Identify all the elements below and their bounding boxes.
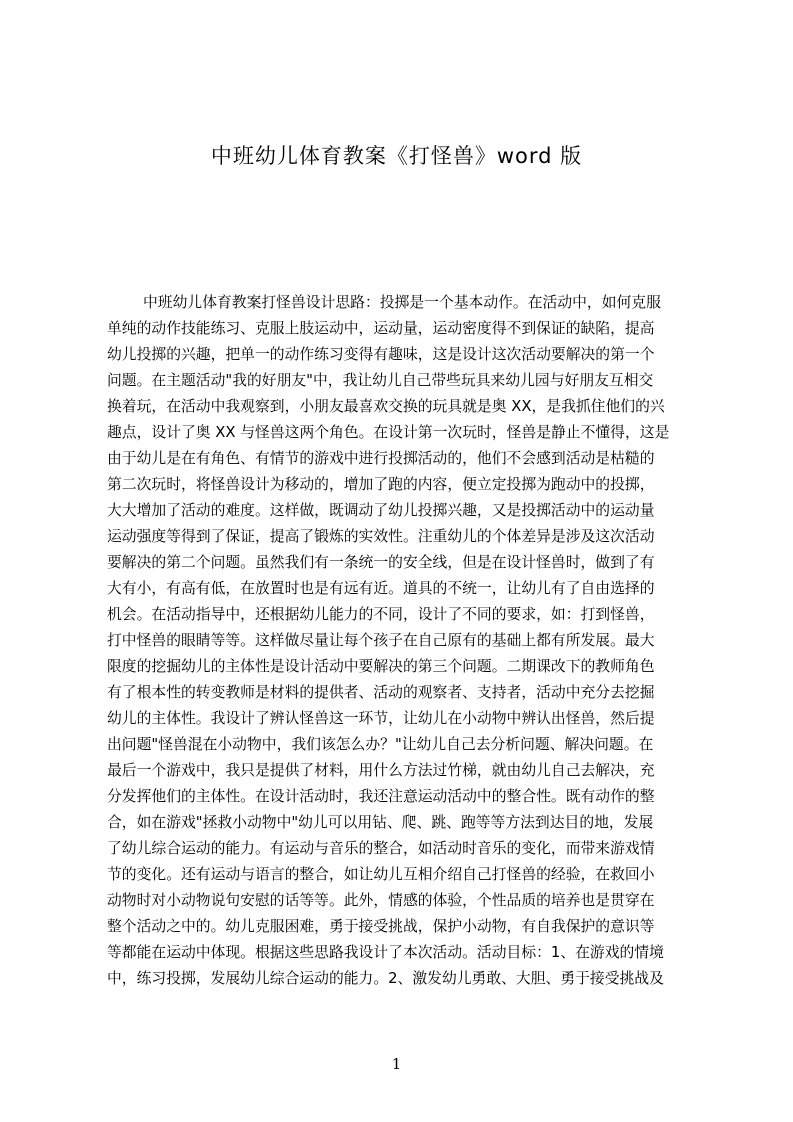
body-paragraph (107, 290, 697, 992)
text-line: 最后一个游戏中，我只是提供了材料，用什么方法过竹梯，就由幼儿自己去解决，充 (107, 762, 655, 779)
text-line: 出问题"怪兽混在小动物中，我们该怎么办？"让幼儿自己去分析问题、解决问题。在 (107, 736, 654, 753)
text-line: 动物时对小动物说句安慰的话等等。此外，情感的体验，个性品质的培养也是贯穿在 (107, 892, 655, 909)
text-line: 运动强度等得到了保证，提高了锻炼的实效性。注重幼儿的个体差异是涉及这次活动 (107, 528, 655, 545)
document-title: 中班幼儿体育教案《打怪兽》word 版 (210, 144, 583, 168)
text-line: 大大增加了活动的难度。这样做，既调动了幼儿投掷兴趣，又是投掷活动中的运动量 (107, 502, 655, 519)
text-line: 了幼儿综合运动的能力。有运动与音乐的整合，如活动时音乐的变化，而带来游戏情 (107, 840, 655, 857)
text-line: 等都能在运动中体现。根据这些思路我设计了本次活动。活动目标：1、在游戏的情境 (107, 944, 664, 961)
text-line: 趣点，设计了奥 XX 与怪兽这两个角色。在设计第一次玩时，怪兽是静止不懂得，这是 (107, 424, 670, 441)
text-line: 打中怪兽的眼睛等等。这样做尽量让每个孩子在自己原有的基础上都有所发展。最大 (107, 632, 655, 649)
text-line: 由于幼儿是在有角色、有情节的游戏中进行投掷活动的，他们不会感到活动是枯糙的 (107, 450, 655, 467)
text-line: 限度的挖掘幼儿的主体性是设计活动中要解决的第三个问题。二期课改下的教师角色 (107, 658, 655, 675)
text-line: 整个活动之中的。幼儿克服困难，勇于接受挑战，保护小动物，有自我保护的意识等 (107, 918, 655, 935)
text-line: 节的变化。还有运动与语言的整合，如让幼儿互相介绍自己打怪兽的经验，在救回小 (107, 866, 655, 883)
text-line: 中班幼儿体育教案打怪兽设计思路：投掷是一个基本动作。在活动中，如何克服 (143, 294, 661, 311)
text-line: 单纯的动作技能练习、克服上肢运动中，运动量，运动密度得不到保证的缺陷，提高 (107, 320, 655, 337)
page-number: 1 (391, 1055, 402, 1073)
text-line: 第二次玩时，将怪兽设计为移动的，增加了跑的内容，便立定投掷为跑动中的投掷， (107, 476, 655, 493)
text-line: 问题。在主题活动"我的好朋友"中，我让幼儿自己带些玩具来幼儿园与好朋友互相交 (107, 372, 654, 389)
text-line: 换着玩，在活动中我观察到，小朋友最喜欢交换的玩具就是奥 XX，是我抓住他们的兴 (107, 398, 665, 415)
text-line: 分发挥他们的主体性。在设计活动时，我还注意运动活动中的整合性。既有动作的整 (107, 788, 655, 805)
text-line: 有了根本性的转变教师是材料的提供者、活动的观察者、支持者，活动中充分去挖掘 (107, 684, 655, 701)
text-line: 机会。在活动指导中，还根据幼儿能力的不同，设计了不同的要求，如：打到怪兽， (107, 606, 655, 623)
text-line: 合，如在游戏"拯救小动物中"幼儿可以用钻、爬、跳、跑等等方法到达目的地，发展 (107, 814, 654, 831)
text-line: 大有小，有高有低，在放置时也是有远有近。道具的不统一，让幼儿有了自由选择的 (107, 580, 655, 597)
text-line: 幼儿投掷的兴趣，把单一的动作练习变得有趣味，这是设计这次活动要解决的第一个 (107, 346, 655, 363)
text-line: 中，练习投掷，发展幼儿综合运动的能力。2、激发幼儿勇敢、大胆、勇于接受挑战及 (107, 970, 664, 987)
text-line: 要解决的第二个问题。虽然我们有一条统一的安全线，但是在设计怪兽时，做到了有 (107, 554, 655, 571)
text-line: 幼儿的主体性。我设计了辨认怪兽这一环节，让幼儿在小动物中辨认出怪兽，然后提 (107, 710, 655, 727)
